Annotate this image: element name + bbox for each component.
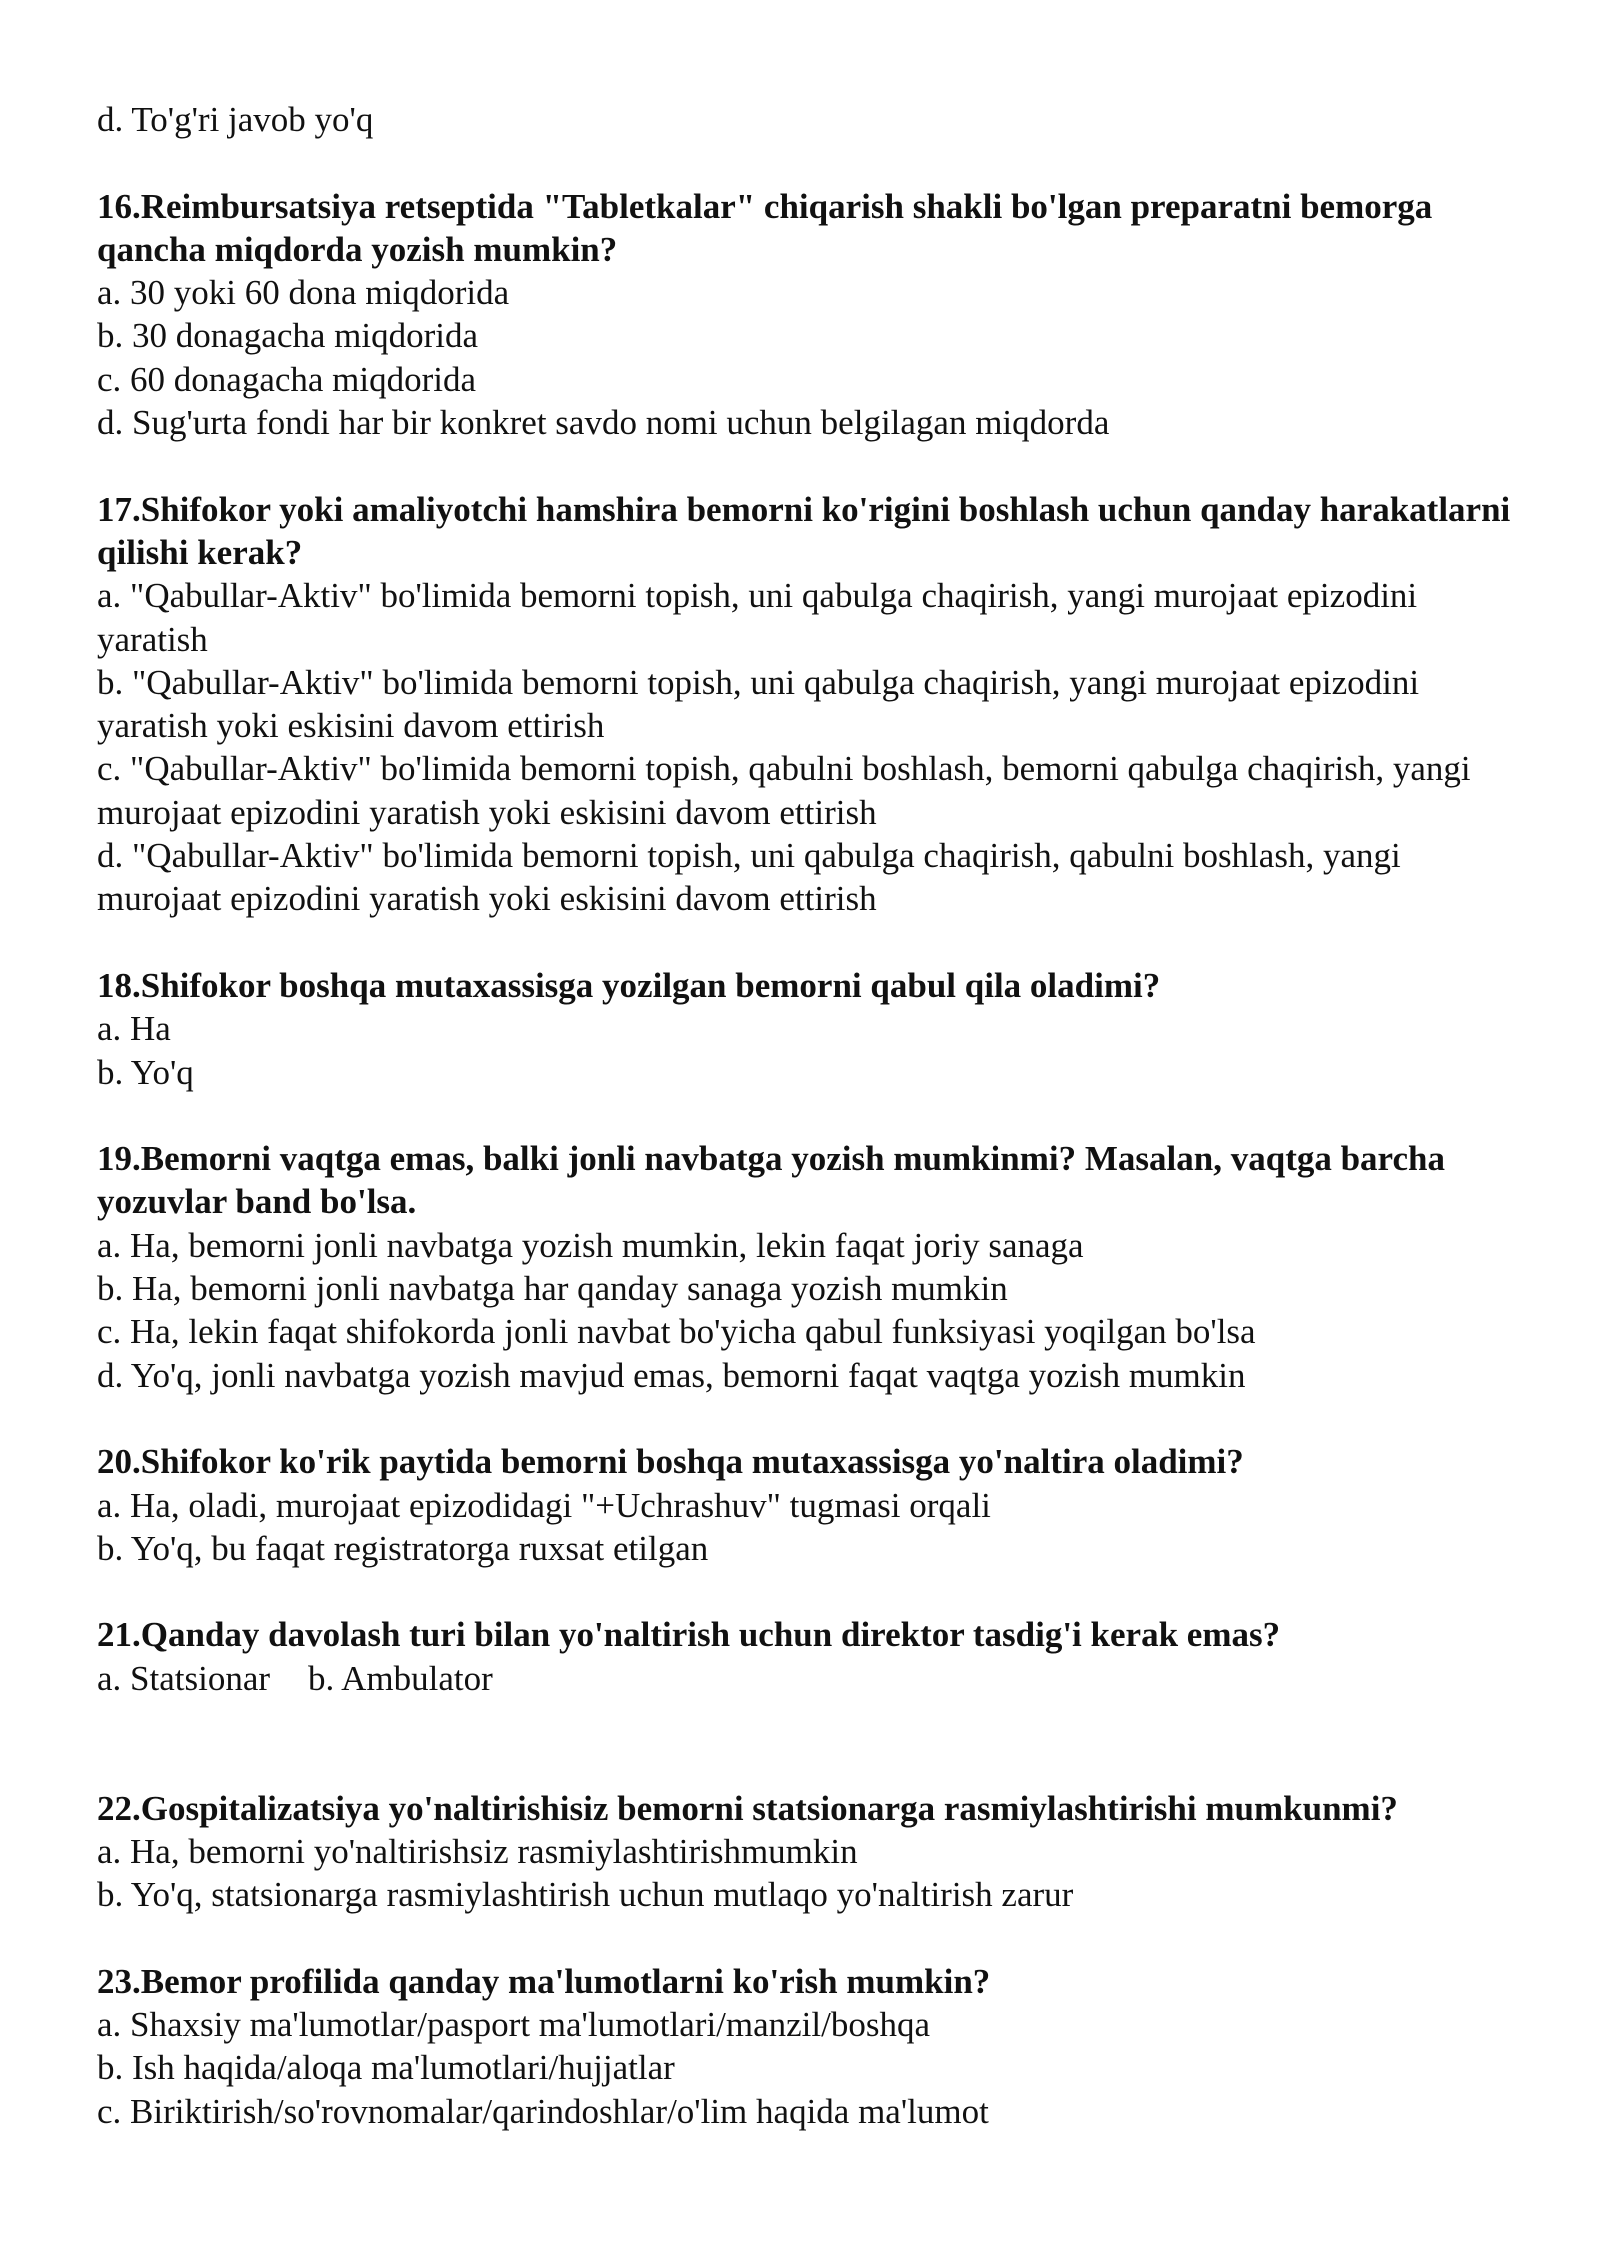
question-block-19 — [97, 1137, 1517, 1397]
answer-option: a. Ha, bemorni jonli navbatga yozish mumkin, lekin faqat joriy sanaga — [97, 1225, 1084, 1265]
answer-option: b. Ambulator — [308, 1658, 493, 1698]
question-block-22 — [97, 1787, 1517, 1917]
answer-option: c. 60 donagacha miqdorida — [97, 359, 477, 399]
question-text: 18.Shifokor boshqa mutaxassisga yozilgan bemorni qabul qila oladimi? — [97, 965, 1161, 1005]
question-block-18 — [97, 964, 1517, 1094]
answer-option: b. Yo'q — [97, 1052, 194, 1092]
question-text: 17.Shifokor yoki amaliyotchi hamshira bemorni ko'rigini boshlash uchun qanday harakatlarni qilishi kerak? — [97, 489, 1511, 572]
answer-option: d. "Qabullar-Aktiv" bo'limida bemorni topish, uni qabulga chaqirish, qabulni boshlash, yangi murojaat epizodini yaratish yoki eskisini davom ettirish — [97, 836, 1401, 919]
question-block-17 — [97, 488, 1517, 921]
answer-option: a. Statsionar — [97, 1658, 271, 1698]
question-block-20 — [97, 1440, 1517, 1570]
answer-option: c. Ha, lekin faqat shifokorda jonli navbat bo'yicha qabul funksiyasi yoqilgan bo'lsa — [97, 1312, 1256, 1352]
answer-option: a. Ha, oladi, murojaat epizodidagi "+Uchrashuv" tugmasi orqali — [97, 1485, 991, 1525]
answer-option: b. Yo'q, statsionarga rasmiylashtirish uchun mutlaqo yo'naltirish zarur — [97, 1875, 1074, 1915]
answer-option: b. Yo'q, bu faqat registratorga ruxsat etilgan — [97, 1528, 709, 1568]
question-text: 23.Bemor profilida qanday ma'lumotlarni ko'rish mumkin? — [97, 1961, 991, 2001]
answer-option: c. Biriktirish/so'rovnomalar/qarindoshlar/o'lim haqida ma'lumot — [97, 2091, 989, 2131]
answer-option-row — [97, 1657, 1517, 1700]
question-text: 16.Reimbursatsiya retseptida "Tabletkalar" chiqarish shakli bo'lgan preparatni bemorga qancha miqdorda yozish mumkin? — [97, 186, 1433, 269]
answer-option: b. 30 donagacha miqdorida — [97, 316, 479, 356]
answer-option: a. Ha — [97, 1009, 171, 1049]
answer-option: a. "Qabullar-Aktiv" bo'limida bemorni topish, uni qabulga chaqirish, yangi murojaat epizodini yaratish — [97, 576, 1418, 659]
answer-option: b. Ha, bemorni jonli navbatga har qanday sanaga yozish mumkin — [97, 1269, 1008, 1309]
question-text: 19.Bemorni vaqtga emas, balki jonli navbatga yozish mumkinmi? Masalan, vaqtga barcha yozuvlar band bo'lsa. — [97, 1139, 1445, 1222]
answer-option: b. "Qabullar-Aktiv" bo'limida bemorni topish, uni qabulga chaqirish, yangi murojaat epizodini yaratish yoki eskisini davom ettirish — [97, 662, 1420, 746]
answer-option: b. Ish haqida/aloqa ma'lumotlari/hujjatlar — [97, 2048, 675, 2088]
question-text: 20.Shifokor ko'rik paytida bemorni boshqa mutaxassisga yo'naltira oladimi? — [97, 1442, 1244, 1482]
answer-option: a. 30 yoki 60 dona miqdorida — [97, 273, 510, 313]
question-text: 21.Qanday davolash turi bilan yo'naltirish uchun direktor tasdig'i kerak emas? — [97, 1615, 1281, 1655]
question-block-21 — [97, 1613, 1517, 1700]
question-block-23 — [97, 1960, 1517, 2133]
answer-option: c. "Qabullar-Aktiv" bo'limida bemorni topish, qabulni boshlash, bemorni qabulga chaqirish, yangi murojaat epizodini yaratish yoki eskisini davom ettirish — [97, 749, 1471, 832]
answer-option: d. Sug'urta fondi har bir konkret savdo nomi uchun belgilagan miqdorda — [97, 403, 1110, 443]
document-page — [97, 98, 1517, 2133]
question-block-16 — [97, 185, 1517, 445]
question-text: 22.Gospitalizatsiya yo'naltirishisiz bemorni statsionarga rasmiylashtirishi mumkunmi? — [97, 1788, 1398, 1828]
answer-option: a. Shaxsiy ma'lumotlar/pasport ma'lumotlari/manzil/boshqa — [97, 2005, 931, 2045]
answer-option: a. Ha, bemorni yo'naltirishsiz rasmiylashtirishmumkin — [97, 1831, 858, 1871]
answer-option: d. To'g'ri javob yo'q — [97, 100, 374, 139]
answer-option: d. Yo'q, jonli navbatga yozish mavjud emas, bemorni faqat vaqtga yozish mumkin — [97, 1355, 1246, 1395]
